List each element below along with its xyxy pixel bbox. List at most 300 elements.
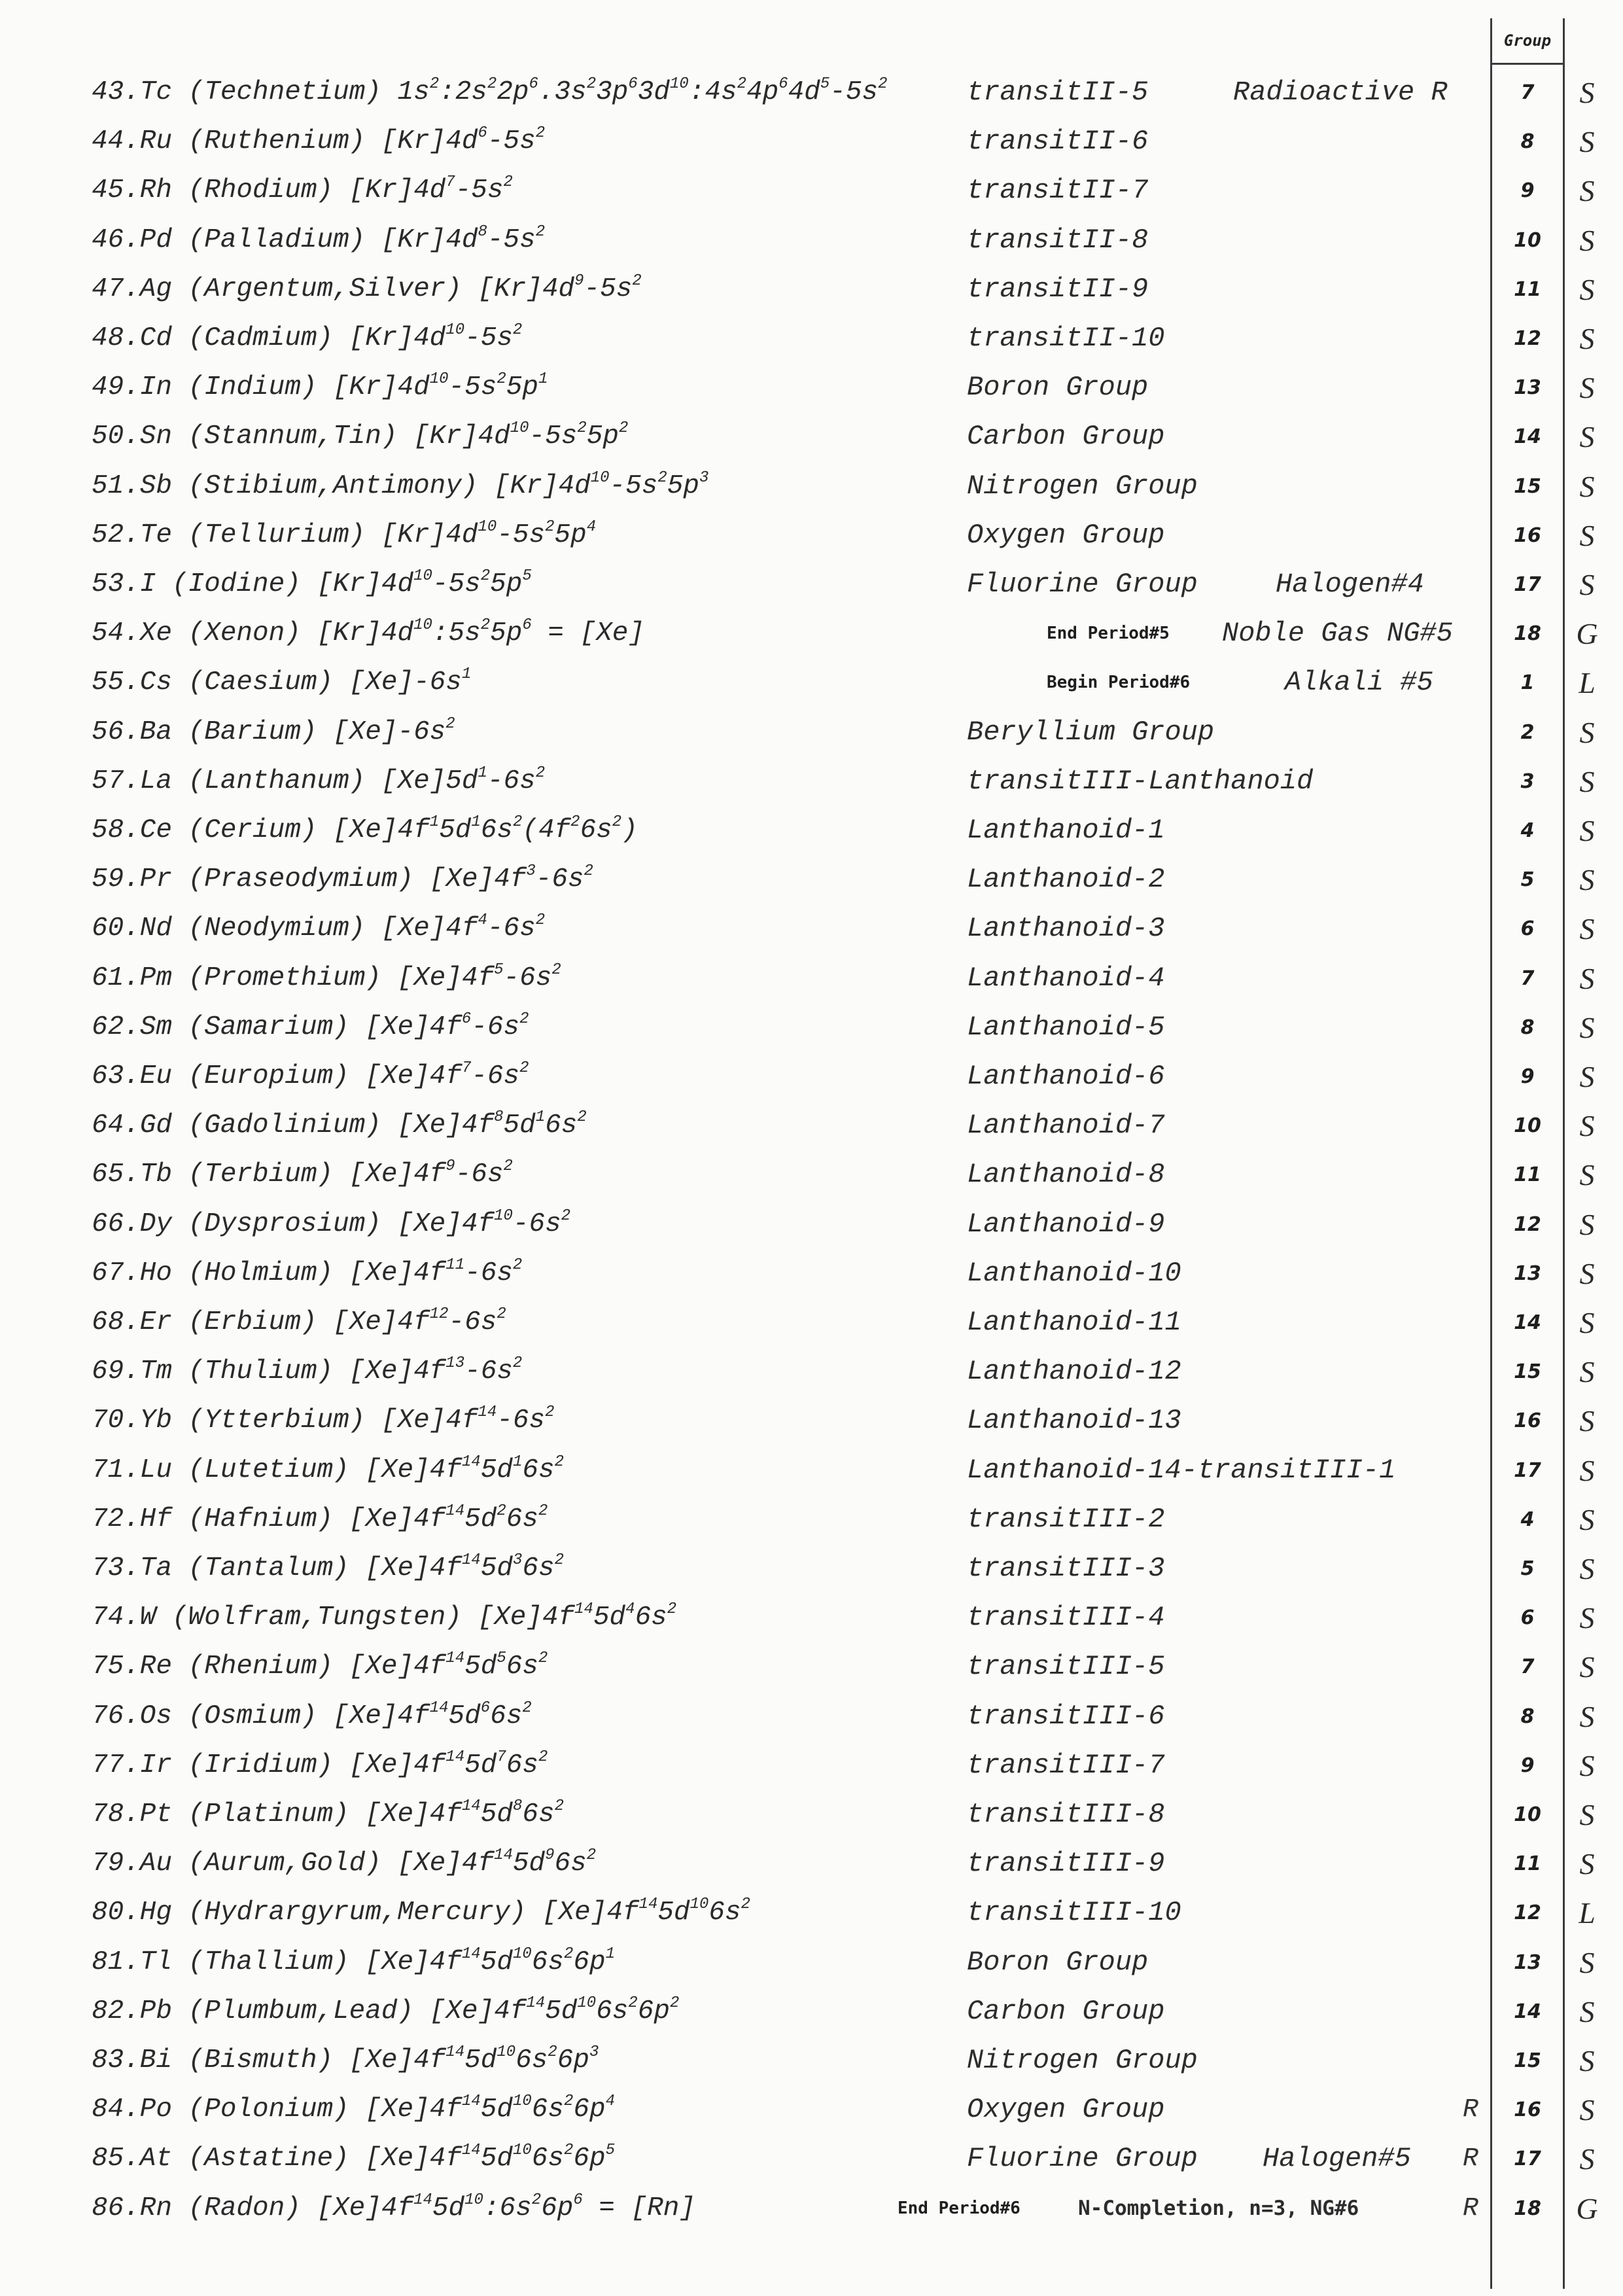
- state-of-matter: S: [1579, 765, 1595, 798]
- group-number: 15: [1514, 475, 1541, 498]
- element-classification: Lanthanoid-4: [967, 963, 1165, 994]
- group-number: 2: [1520, 721, 1535, 744]
- superscript: 2: [535, 223, 546, 241]
- superscript: 2: [519, 1010, 529, 1028]
- element-classification: Oxygen Group: [967, 520, 1165, 551]
- element-row: [0, 1938, 1623, 1987]
- element-note: Radioactive R: [1233, 77, 1448, 108]
- element-row: [0, 904, 1623, 953]
- superscript: 1: [478, 764, 487, 782]
- superscript: 14: [445, 2043, 465, 2061]
- superscript: 14: [461, 2093, 481, 2110]
- electron-configuration: 85.At (Astatine) $[Xe]4f^{14}5d^{10}6s^26p^5$: [92, 2142, 615, 2174]
- element-row: [0, 1150, 1623, 1199]
- state-of-matter: S: [1579, 322, 1595, 355]
- group-number: 12: [1514, 1901, 1541, 1924]
- element-classification: transitII-6: [967, 126, 1149, 157]
- state-of-matter: S: [1579, 1847, 1595, 1881]
- superscript: 14: [461, 2142, 481, 2159]
- element-classification: Beryllium Group: [967, 716, 1215, 748]
- superscript: 2: [531, 2191, 542, 2209]
- element-classification: transitIII-Lanthanoid: [967, 766, 1314, 797]
- state-of-matter: S: [1579, 1158, 1595, 1192]
- superscript: 2: [429, 75, 440, 93]
- superscript: 6: [522, 616, 532, 634]
- electron-configuration: 84.Po (Polonium) $[Xe]4f^{14}5d^{10}6s^26p^4$: [92, 2093, 615, 2125]
- state-of-matter: L: [1579, 1896, 1596, 1930]
- element-row: [0, 1446, 1623, 1495]
- superscript: 2: [545, 1404, 555, 1421]
- group-number: 8: [1520, 1705, 1535, 1728]
- superscript: 7: [445, 173, 455, 191]
- element-classification: transitII-10: [967, 323, 1165, 354]
- group-number: 13: [1514, 1262, 1541, 1285]
- element-row: [0, 1052, 1623, 1101]
- superscript: 7: [461, 1059, 472, 1077]
- electron-configuration: 81.Tl (Thallium) $[Xe]4f^{14}5d^{10}6s^26p^1$: [92, 1945, 615, 1977]
- superscript: 13: [445, 1354, 465, 1372]
- superscript: 14: [445, 1502, 465, 1520]
- group-number: 17: [1514, 1459, 1541, 1482]
- state-of-matter: S: [1579, 273, 1595, 306]
- superscript: 1: [461, 665, 472, 683]
- electron-configuration: 68.Er (Erbium) $[Xe]4f^{12}-6s^2$: [92, 1305, 506, 1337]
- superscript: 6: [461, 1010, 472, 1028]
- period-marker: Begin Period#6: [1047, 673, 1191, 692]
- element-row: [0, 265, 1623, 314]
- group-number: 17: [1514, 2147, 1541, 2170]
- element-row: [0, 757, 1623, 806]
- superscript: 2: [741, 1896, 751, 1913]
- electron-configuration: 66.Dy (Dysprosium) $[Xe]4f^{10}-6s^2$: [92, 1207, 571, 1239]
- group-number: 9: [1520, 1065, 1535, 1088]
- group-number: 16: [1514, 2098, 1541, 2121]
- element-classification: Fluorine Group: [967, 2143, 1198, 2174]
- superscript: 2: [577, 1108, 587, 1126]
- state-of-matter: S: [1579, 1650, 1595, 1684]
- electron-configuration: 48.Cd (Cadmium) $[Kr]4d^{10}-5s^2$: [92, 321, 523, 353]
- element-row: [0, 2085, 1623, 2134]
- group-number: 6: [1520, 917, 1535, 940]
- state-of-matter: S: [1579, 1404, 1595, 1438]
- state-of-matter: S: [1579, 1503, 1595, 1536]
- superscript: 5: [522, 567, 532, 585]
- electron-configuration: 71.Lu (Lutetium) $[Xe]4f^{14}5d^16s^2$: [92, 1453, 564, 1485]
- group-number: 15: [1514, 1360, 1541, 1383]
- superscript: 2: [497, 370, 506, 388]
- state-of-matter: S: [1579, 371, 1595, 404]
- superscript: 14: [461, 1453, 481, 1471]
- group-number: 10: [1514, 229, 1541, 252]
- element-classification: Lanthanoid-12: [967, 1356, 1181, 1387]
- element-row: [0, 708, 1623, 757]
- element-classification: transitIII-6: [967, 1701, 1165, 1732]
- superscript: 10: [478, 518, 497, 536]
- electron-configuration: 54.Xe (Xenon) $[Kr]4d^{10}:5s^25p^6 = [Xe]$: [92, 616, 644, 648]
- superscript: 9: [545, 1846, 555, 1864]
- element-classification: Lanthanoid-6: [967, 1061, 1165, 1092]
- superscript: 2: [554, 1551, 564, 1569]
- element-classification: Nitrogen Group: [967, 470, 1198, 502]
- superscript: 2: [548, 2043, 557, 2061]
- group-number: 11: [1514, 1852, 1541, 1875]
- group-number: 18: [1514, 2197, 1541, 2220]
- element-row: [0, 1642, 1623, 1691]
- superscript: 10: [590, 469, 610, 487]
- element-classification: transitIII-9: [967, 1848, 1165, 1879]
- group-number: 14: [1514, 1311, 1541, 1334]
- electron-configuration: 45.Rh (Rhodium) $[Kr]4d^7-5s^2$: [92, 173, 513, 205]
- superscript: 2: [512, 1256, 523, 1274]
- superscript: 10: [510, 419, 529, 437]
- superscript: 5: [605, 2142, 615, 2159]
- superscript: 5: [820, 75, 830, 93]
- element-classification: transitIII-2: [967, 1504, 1165, 1535]
- element-row: [0, 1987, 1623, 2036]
- group-number: 10: [1514, 1114, 1541, 1137]
- element-classification: Lanthanoid-3: [967, 913, 1165, 944]
- element-classification: transitII-5: [967, 77, 1149, 108]
- superscript: 11: [445, 1256, 465, 1274]
- state-of-matter: S: [1579, 912, 1595, 945]
- superscript: 3: [512, 1551, 523, 1569]
- state-of-matter: S: [1579, 125, 1595, 158]
- element-classification: Carbon Group: [967, 421, 1165, 452]
- state-of-matter: G: [1576, 617, 1598, 650]
- element-note: Halogen#5: [1263, 2143, 1411, 2174]
- element-row: [0, 1298, 1623, 1347]
- element-classification: Lanthanoid-1: [967, 815, 1165, 846]
- element-row: [0, 1790, 1623, 1839]
- superscript: 8: [478, 223, 487, 241]
- element-row: [0, 609, 1623, 658]
- superscript: 14: [461, 1945, 481, 1963]
- superscript: 2: [584, 862, 593, 880]
- radioactive-mark: R: [1462, 2144, 1478, 2174]
- electron-configuration: 73.Ta (Tantalum) $[Xe]4f^{14}5d^36s^2$: [92, 1551, 564, 1583]
- element-classification: Boron Group: [967, 1947, 1149, 1978]
- group-number: 12: [1514, 327, 1541, 350]
- superscript: 5: [494, 961, 504, 979]
- group-number: 1: [1520, 671, 1535, 694]
- element-classification: Lanthanoid-14-transitIII-1: [967, 1455, 1396, 1486]
- superscript: 1: [538, 370, 548, 388]
- electron-configuration: 75.Re (Rhenium) $[Xe]4f^{14}5d^56s^2$: [92, 1650, 548, 1682]
- superscript: 2: [512, 321, 523, 339]
- element-note: Noble Gas NG#5: [1222, 618, 1453, 649]
- superscript: 2: [878, 75, 888, 93]
- superscript: 4: [478, 911, 487, 929]
- group-number: 13: [1514, 376, 1541, 399]
- state-of-matter: S: [1579, 2044, 1595, 2077]
- electron-configuration: 76.Os (Osmium) $[Xe]4f^{14}5d^66s^2$: [92, 1699, 532, 1731]
- superscript: 9: [574, 272, 584, 290]
- superscript: 2: [535, 764, 546, 782]
- group-number: 17: [1514, 573, 1541, 596]
- superscript: 14: [445, 1650, 465, 1667]
- superscript: 10: [464, 2191, 483, 2209]
- superscript: 10: [445, 321, 465, 339]
- state-of-matter: S: [1579, 1208, 1595, 1241]
- superscript: 2: [503, 173, 513, 191]
- element-classification: Oxygen Group: [967, 2094, 1165, 2125]
- element-row: [0, 1593, 1623, 1642]
- group-number: 15: [1514, 2049, 1541, 2072]
- superscript: 12: [429, 1305, 449, 1323]
- superscript: 3: [526, 862, 536, 880]
- state-of-matter: S: [1579, 1306, 1595, 1339]
- element-row: [0, 1839, 1623, 1888]
- superscript: 1: [429, 813, 440, 831]
- superscript: 6: [778, 75, 788, 93]
- electron-configuration: 67.Ho (Holmium) $[Xe]4f^{11}-6s^2$: [92, 1256, 523, 1288]
- electron-configuration: 79.Au (Aurum,Gold) $[Xe]4f^{14}5d^96s^2$: [92, 1846, 597, 1879]
- element-row: [0, 462, 1623, 511]
- superscript: 4: [586, 518, 597, 536]
- element-classification: Lanthanoid-5: [967, 1012, 1165, 1043]
- electron-configuration: 43.Tc (Technetium) $1s^2:2s^22p^6.3s^23p^63d^{10}:4s^24p^64d^5-5s^2$: [92, 75, 888, 107]
- group-number: 11: [1514, 278, 1541, 301]
- group-number: 16: [1514, 524, 1541, 547]
- group-number: 8: [1520, 1016, 1535, 1039]
- electron-configuration: 46.Pd (Palladium) $[Kr]4d^8-5s^2$: [92, 223, 546, 255]
- electron-configuration: 51.Sb (Stibium,Antimony) $[Kr]4d^{10}-5s^25p^3$: [92, 469, 709, 501]
- group-number: 14: [1514, 425, 1541, 448]
- electron-configuration: 70.Yb (Ytterbium) $[Xe]4f^{14}-6s^2$: [92, 1404, 555, 1436]
- superscript: 2: [480, 567, 491, 585]
- superscript: 14: [445, 1748, 465, 1766]
- superscript: 14: [526, 1994, 546, 2012]
- element-classification: Lanthanoid-13: [967, 1405, 1181, 1436]
- state-of-matter: G: [1576, 2192, 1598, 2225]
- group-number: 18: [1514, 622, 1541, 645]
- electron-configuration: 72.Hf (Hafnium) $[Xe]4f^{14}5d^26s^2$: [92, 1502, 548, 1534]
- state-of-matter: S: [1579, 1749, 1595, 1782]
- superscript: 2: [670, 1994, 680, 2012]
- superscript: 2: [563, 2142, 574, 2159]
- superscript: 2: [554, 1797, 564, 1815]
- state-of-matter: S: [1579, 1798, 1595, 1831]
- state-of-matter: S: [1579, 1946, 1595, 1979]
- state-of-matter: S: [1579, 1700, 1595, 1733]
- state-of-matter: S: [1579, 1257, 1595, 1290]
- superscript: 2: [480, 616, 491, 634]
- element-row: [0, 1692, 1623, 1741]
- state-of-matter: S: [1579, 1109, 1595, 1142]
- electron-configuration: 55.Cs (Caesium) $[Xe]-6s^1$: [92, 665, 472, 698]
- element-classification: transitIII-3: [967, 1553, 1165, 1584]
- state-of-matter: S: [1579, 814, 1595, 847]
- element-classification: Lanthanoid-11: [967, 1307, 1181, 1338]
- superscript: 10: [429, 370, 449, 388]
- element-row: [0, 68, 1623, 117]
- element-classification: transitIII-7: [967, 1750, 1165, 1781]
- superscript: 2: [563, 1945, 574, 1963]
- element-classification: transitIII-5: [967, 1651, 1165, 1682]
- element-classification: Boron Group: [967, 372, 1149, 403]
- electron-configuration: 78.Pt (Platinum) $[Xe]4f^{14}5d^86s^2$: [92, 1797, 564, 1829]
- superscript: 14: [461, 1797, 481, 1815]
- state-of-matter: S: [1579, 174, 1595, 207]
- superscript: 14: [494, 1846, 513, 1864]
- electron-configuration: 57.La (Lanthanum) $[Xe]5d^1-6s^2$: [92, 764, 546, 796]
- element-row: [0, 1347, 1623, 1396]
- superscript: 10: [512, 2142, 532, 2159]
- element-classification: Lanthanoid-8: [967, 1159, 1165, 1190]
- superscript: 3: [699, 469, 709, 487]
- superscript: 2: [554, 1453, 564, 1471]
- superscript: 10: [494, 1207, 513, 1225]
- superscript: 8: [512, 1797, 523, 1815]
- superscript: 10: [512, 1945, 532, 1963]
- superscript: 14: [574, 1600, 593, 1618]
- group-number: 7: [1520, 967, 1535, 990]
- state-of-matter: S: [1579, 1552, 1595, 1585]
- state-of-matter: S: [1579, 519, 1595, 552]
- superscript: 1: [605, 1945, 615, 1963]
- electron-configuration: 49.In (Indium) $[Kr]4d^{10}-5s^25p^1$: [92, 370, 548, 402]
- state-of-matter: S: [1579, 1454, 1595, 1487]
- element-row: [0, 363, 1623, 412]
- element-classification: transitIII-10: [967, 1897, 1181, 1928]
- group-number: 16: [1514, 1409, 1541, 1432]
- state-of-matter: S: [1579, 1995, 1595, 2028]
- group-number: 8: [1520, 130, 1535, 153]
- element-row: [0, 511, 1623, 560]
- superscript: 10: [689, 1896, 709, 1913]
- superscript: 2: [737, 75, 747, 93]
- element-note: Halogen#4: [1276, 569, 1424, 600]
- element-row: [0, 806, 1623, 855]
- element-row: [0, 2036, 1623, 2085]
- state-of-matter: S: [1579, 1011, 1595, 1044]
- element-note: Alkali #5: [1285, 667, 1433, 698]
- group-number: 10: [1514, 1803, 1541, 1826]
- electron-configuration: 69.Tm (Thulium) $[Xe]4f^{13}-6s^2$: [92, 1354, 523, 1386]
- state-of-matter: S: [1579, 420, 1595, 453]
- group-number: 3: [1520, 770, 1535, 793]
- element-classification: Lanthanoid-10: [967, 1258, 1181, 1289]
- state-of-matter: S: [1579, 716, 1595, 749]
- group-column-header: Group: [1490, 18, 1565, 65]
- state-of-matter: S: [1579, 962, 1595, 995]
- state-of-matter: S: [1579, 568, 1595, 601]
- element-row: [0, 117, 1623, 166]
- electron-configuration: 74.W (Wolfram,Tungsten) $[Xe]4f^{14}5d^46s^2$: [92, 1600, 677, 1633]
- electron-configuration: 56.Ba (Barium) $[Xe]-6s^2$: [92, 715, 455, 747]
- period-marker: End Period#6: [898, 2199, 1021, 2218]
- group-number: 5: [1520, 1557, 1535, 1580]
- electron-configuration: 80.Hg (Hydrargyrum,Mercury) $[Xe]4f^{14}5d^{10}6s^2$: [92, 1896, 751, 1928]
- superscript: 14: [413, 2191, 432, 2209]
- element-row: [0, 954, 1623, 1003]
- element-classification: transitIII-4: [967, 1602, 1165, 1633]
- electron-configuration: 64.Gd (Gadolinium) $[Xe]4f^85d^16s^2$: [92, 1108, 587, 1140]
- electron-configuration: 53.I (Iodine) $[Kr]4d^{10}-5s^25p^5$: [92, 567, 532, 599]
- state-of-matter: S: [1579, 1060, 1595, 1093]
- element-classification: transitIII-8: [967, 1799, 1165, 1830]
- superscript: 2: [632, 272, 642, 290]
- superscript: 2: [561, 1207, 571, 1225]
- superscript: 10: [512, 2093, 532, 2110]
- electron-configuration: 65.Tb (Terbium) $[Xe]4f^9-6s^2$: [92, 1157, 513, 1190]
- state-of-matter: L: [1579, 666, 1596, 699]
- electron-configuration: 44.Ru (Ruthenium) $[Kr]4d^6-5s^2$: [92, 124, 546, 156]
- element-row: [0, 1249, 1623, 1298]
- element-classification: transitII-8: [967, 224, 1149, 256]
- group-number: 7: [1520, 81, 1535, 104]
- superscript: 2: [551, 961, 561, 979]
- superscript: 10: [413, 567, 432, 585]
- superscript: 6: [573, 2191, 583, 2209]
- state-of-matter: S: [1579, 224, 1595, 257]
- element-classification: Fluorine Group: [967, 569, 1198, 600]
- superscript: 14: [638, 1896, 658, 1913]
- state-of-matter: S: [1579, 1601, 1595, 1634]
- superscript: 6: [628, 75, 638, 93]
- group-number: 4: [1520, 1508, 1535, 1531]
- superscript: 2: [535, 124, 546, 142]
- state-of-matter: S: [1579, 76, 1595, 109]
- superscript: 2: [538, 1502, 548, 1520]
- element-row: [0, 1101, 1623, 1150]
- superscript: 10: [497, 2043, 516, 2061]
- superscript: 2: [545, 518, 555, 536]
- group-number: 9: [1520, 1754, 1535, 1777]
- superscript: 14: [478, 1404, 497, 1421]
- superscript: 10: [413, 616, 432, 634]
- element-row: [0, 1495, 1623, 1544]
- superscript: 2: [538, 1650, 548, 1667]
- element-row: [0, 216, 1623, 265]
- superscript: 2: [667, 1600, 677, 1618]
- superscript: 2: [497, 1305, 506, 1323]
- superscript: 3: [589, 2043, 599, 2061]
- superscript: 14: [429, 1699, 449, 1717]
- element-row: [0, 1200, 1623, 1249]
- element-classification: Lanthanoid-7: [967, 1110, 1165, 1141]
- element-note: N-Completion, n=3, NG#6: [1078, 2197, 1359, 2220]
- group-number: 4: [1520, 819, 1535, 842]
- radioactive-mark: R: [1462, 2095, 1478, 2125]
- element-row: [0, 1003, 1623, 1052]
- element-row: [0, 1888, 1623, 1937]
- group-number: 5: [1520, 868, 1535, 891]
- element-classification: Nitrogen Group: [967, 2045, 1198, 2076]
- superscript: 7: [497, 1748, 506, 1766]
- period-marker: End Period#5: [1047, 624, 1170, 643]
- element-row: [0, 1544, 1623, 1593]
- element-classification: Lanthanoid-9: [967, 1209, 1165, 1240]
- superscript: 1: [512, 1453, 523, 1471]
- state-of-matter: S: [1579, 2093, 1595, 2127]
- superscript: 2: [535, 911, 546, 929]
- superscript: 6: [529, 75, 538, 93]
- electron-configuration: 52.Te (Tellurium) $[Kr]4d^{10}-5s^25p^4$: [92, 518, 597, 550]
- electron-configuration: 59.Pr (Praseodymium) $[Xe]4f^3-6s^2$: [92, 862, 593, 894]
- superscript: 2: [487, 75, 497, 93]
- electron-configuration: 86.Rn (Radon) $[Xe]4f^{14}5d^{10}:6s^26p^6 = [Rn]$: [92, 2191, 696, 2223]
- electron-configuration: 62.Sm (Samarium) $[Xe]4f^6-6s^2$: [92, 1010, 529, 1042]
- superscript: 2: [563, 2093, 574, 2110]
- superscript: 2: [586, 75, 597, 93]
- group-number: 9: [1520, 179, 1535, 202]
- superscript: 10: [577, 1994, 597, 2012]
- element-row: [0, 1396, 1623, 1445]
- superscript: 6: [478, 124, 487, 142]
- element-row: [0, 2134, 1623, 2183]
- electron-configuration: 50.Sn (Stannum,Tin) $[Kr]4d^{10}-5s^25p^2$: [92, 419, 629, 451]
